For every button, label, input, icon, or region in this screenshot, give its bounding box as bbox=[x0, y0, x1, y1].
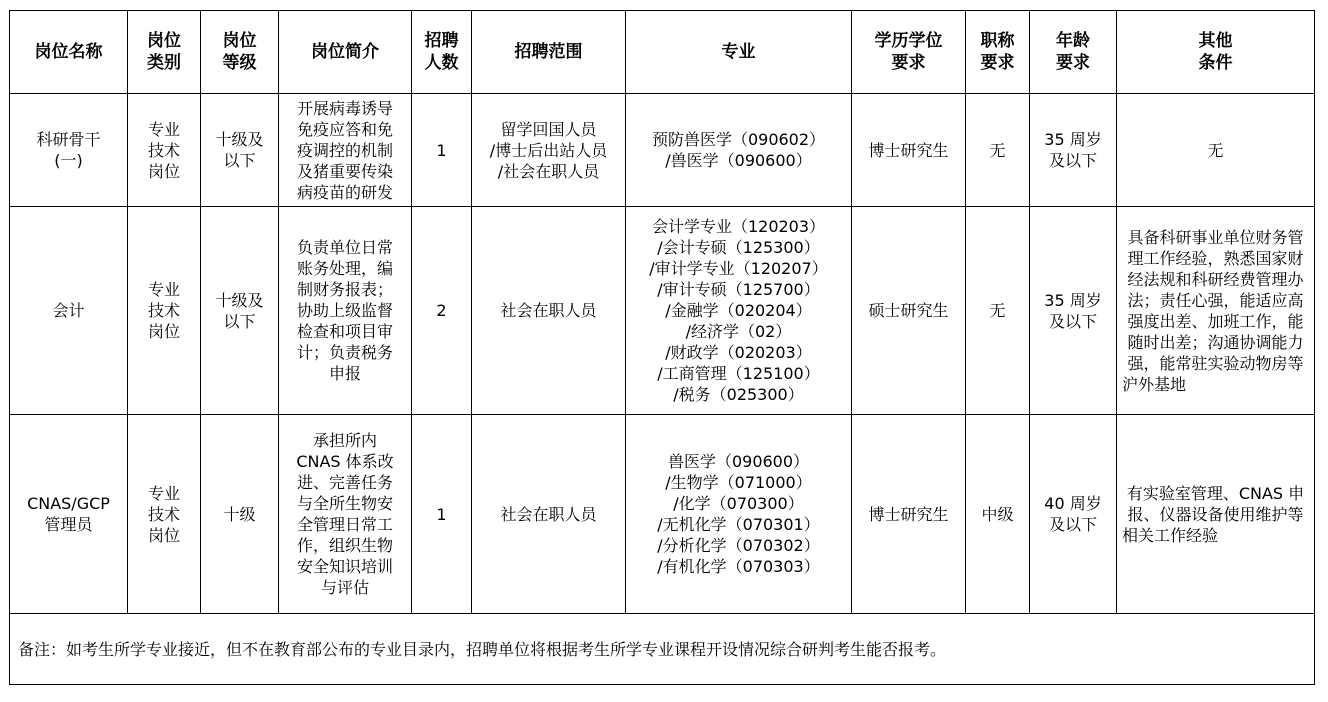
cell-post-intro bbox=[279, 415, 412, 614]
cell-line: 条件 bbox=[1198, 53, 1233, 73]
cell-title: 无 bbox=[966, 94, 1030, 207]
cell-line: 制财务报表； bbox=[296, 280, 393, 299]
cell-post-level bbox=[201, 415, 279, 614]
cell-line: 免疫应答和免 bbox=[296, 119, 393, 139]
cell-line: 技术 bbox=[147, 140, 180, 160]
cell-line: 十级 bbox=[223, 504, 256, 524]
cell-recruit-scope bbox=[472, 94, 626, 207]
recruitment-table bbox=[9, 10, 1315, 685]
cell-line: 专业 bbox=[147, 280, 180, 299]
cell-line: 社会在职人员 bbox=[500, 301, 597, 320]
cell-recruit-scope bbox=[472, 207, 626, 415]
cell-degree: 硕士研究生 bbox=[852, 207, 966, 415]
cell-line: /分析化学（070302） bbox=[657, 536, 820, 555]
cell-age bbox=[1030, 94, 1117, 207]
header-post-level bbox=[201, 11, 279, 94]
cell-recruit-scope bbox=[472, 415, 626, 614]
cell-post-category bbox=[128, 94, 201, 207]
cell-line: 负责单位日常 bbox=[296, 238, 393, 257]
cell-line: 全管理日常工 bbox=[296, 515, 393, 534]
cell-line: /审计学专业（120207） bbox=[649, 259, 828, 278]
cell-line: 管理员 bbox=[44, 515, 93, 534]
cell-line: CNAS/GCP bbox=[27, 494, 110, 513]
cell-line: 人数 bbox=[424, 53, 459, 73]
cell-age bbox=[1030, 415, 1117, 614]
cell-line: 招聘 bbox=[424, 31, 459, 51]
cell-age bbox=[1030, 207, 1117, 415]
cell-post-intro bbox=[279, 207, 412, 415]
cell-line: 40 周岁 bbox=[1044, 494, 1102, 513]
cell-line: 兽医学（090600） bbox=[667, 452, 810, 471]
cell-line: 岗位名称 bbox=[34, 42, 103, 62]
cell-post-name bbox=[10, 94, 128, 207]
cell-line: 检查和项目审 bbox=[296, 322, 393, 341]
cell-line: 岗位 bbox=[147, 31, 181, 51]
cell-post-level bbox=[201, 207, 279, 415]
cell-line: /有机化学（070303） bbox=[657, 557, 820, 576]
cell-line: 以下 bbox=[223, 151, 256, 170]
cell-line: /生物学（071000） bbox=[665, 473, 812, 492]
cell-line: 等级 bbox=[222, 53, 257, 73]
cell-line: /化学（070300） bbox=[673, 494, 804, 513]
cell-line: 35 周岁 bbox=[1044, 290, 1102, 310]
cell-line: 招聘范围 bbox=[514, 42, 583, 62]
cell-line: 协助上级监督 bbox=[296, 301, 393, 320]
cell-line: 疫调控的机制 bbox=[296, 140, 393, 160]
cell-line: /财政学（020203） bbox=[665, 343, 812, 362]
cell-post-name bbox=[10, 415, 128, 614]
cell-line: 预防兽医学（090602） bbox=[651, 130, 826, 149]
cell-other: 具备科研事业单位财务管理工作经验，熟悉国家财经法规和科研经费管理办法；责任心强，能适应高强度出差、加班工作，能随时出差；沟通协调能力强，能常驻实验动物房等沪外基地 bbox=[1117, 207, 1315, 415]
cell-line: 岗位简介 bbox=[311, 42, 379, 62]
cell-line: 科研骨干 bbox=[36, 130, 101, 149]
cell-line: /经济学（02） bbox=[685, 322, 792, 341]
header-post-name bbox=[10, 11, 128, 94]
cell-line: 计；负责税务 bbox=[296, 343, 393, 362]
cell-recruit-count: 1 bbox=[412, 94, 472, 207]
cell-line: 及以下 bbox=[1048, 151, 1097, 170]
cell-post-name bbox=[10, 207, 128, 415]
cell-line: 岗位 bbox=[147, 161, 180, 181]
cell-title: 中级 bbox=[966, 415, 1030, 614]
cell-line: /博士后出站人员 bbox=[489, 140, 608, 160]
cell-line: 专业 bbox=[147, 483, 180, 503]
cell-line: 岗位 bbox=[147, 525, 180, 545]
cell-line: 申报 bbox=[328, 364, 361, 383]
header-post-category bbox=[128, 11, 201, 94]
cell-line: 以下 bbox=[223, 311, 256, 331]
cell-line: 其他 bbox=[1198, 31, 1233, 51]
header-post-intro bbox=[279, 11, 412, 94]
cell-line: /税务（025300） bbox=[673, 385, 804, 404]
cell-line: 安全知识培训 bbox=[296, 557, 393, 576]
cell-line: 岗位 bbox=[222, 31, 257, 51]
cell-line: 进、完善任务 bbox=[296, 473, 393, 492]
header-title bbox=[966, 11, 1030, 94]
cell-line: 技术 bbox=[147, 504, 180, 524]
header-row bbox=[10, 11, 1315, 94]
cell-major bbox=[626, 415, 852, 614]
cell-line: 与全所生物安 bbox=[296, 494, 393, 513]
cell-line: 年龄 bbox=[1056, 31, 1090, 51]
cell-line: /审计专硕（125700） bbox=[657, 280, 820, 299]
cell-line: 及猪重要传染 bbox=[296, 161, 393, 181]
cell-line: CNAS 体系改 bbox=[296, 452, 394, 471]
cell-line: 及以下 bbox=[1048, 515, 1097, 534]
cell-line: 会计学专业（120203） bbox=[651, 217, 826, 236]
cell-other: 有实验室管理、CNAS 申报、仪器设备使用维护等相关工作经验 bbox=[1117, 415, 1315, 614]
table-row bbox=[10, 207, 1315, 415]
cell-line: 技术 bbox=[147, 301, 180, 320]
cell-post-category bbox=[128, 207, 201, 415]
cell-post-intro bbox=[279, 94, 412, 207]
table-row bbox=[10, 415, 1315, 614]
cell-line: 与评估 bbox=[320, 578, 369, 597]
cell-line: 承担所内 bbox=[312, 431, 377, 450]
cell-line: 及以下 bbox=[1048, 311, 1097, 331]
cell-line: 十级及 bbox=[215, 130, 264, 149]
cell-line: /兽医学（090600） bbox=[665, 151, 812, 170]
cell-line: 十级及 bbox=[215, 290, 264, 310]
header-recruit-scope bbox=[472, 11, 626, 94]
cell-line: 病疫苗的研发 bbox=[296, 182, 393, 202]
cell-line: 要求 bbox=[1056, 53, 1090, 73]
cell-post-category bbox=[128, 415, 201, 614]
cell-line: /会计专硕（125300） bbox=[657, 238, 820, 257]
cell-line: 会计 bbox=[52, 301, 85, 320]
cell-recruit-count: 1 bbox=[412, 415, 472, 614]
note-text: 备注：如考生所学专业接近，但不在教育部公布的专业目录内，招聘单位将根据考生所学专业课程开设情况综合研判考生能否报考。 bbox=[10, 614, 1315, 685]
cell-major bbox=[626, 207, 852, 415]
header-age bbox=[1030, 11, 1117, 94]
cell-line: 35 周岁 bbox=[1044, 130, 1102, 149]
header-recruit-count bbox=[412, 11, 472, 94]
header-major bbox=[626, 11, 852, 94]
cell-line: 社会在职人员 bbox=[500, 504, 597, 524]
header-degree bbox=[852, 11, 966, 94]
cell-degree: 博士研究生 bbox=[852, 94, 966, 207]
cell-major bbox=[626, 94, 852, 207]
cell-line: /金融学（020204） bbox=[665, 301, 812, 320]
cell-line: 专业 bbox=[721, 42, 756, 62]
cell-recruit-count: 2 bbox=[412, 207, 472, 415]
cell-degree: 博士研究生 bbox=[852, 415, 966, 614]
note-row bbox=[10, 614, 1315, 685]
cell-line: 要求 bbox=[980, 53, 1015, 73]
header-other bbox=[1117, 11, 1315, 94]
cell-line: 作，组织生物 bbox=[296, 536, 393, 555]
cell-line: 开展病毒诱导 bbox=[296, 98, 393, 118]
cell-line: (一) bbox=[54, 151, 83, 170]
cell-line: 留学回国人员 bbox=[500, 119, 597, 139]
cell-line: 学历学位 bbox=[874, 31, 943, 51]
table-row bbox=[10, 94, 1315, 207]
cell-line: 专业 bbox=[147, 119, 180, 139]
cell-line: 职称 bbox=[980, 31, 1015, 51]
cell-title: 无 bbox=[966, 207, 1030, 415]
cell-line: /社会在职人员 bbox=[497, 161, 600, 181]
cell-line: 岗位 bbox=[147, 322, 180, 341]
cell-line: /工商管理（125100） bbox=[657, 364, 820, 383]
cell-line: 要求 bbox=[891, 53, 926, 73]
cell-line: 类别 bbox=[147, 53, 181, 73]
cell-line: /无机化学（070301） bbox=[657, 515, 820, 534]
cell-line: 账务处理，编 bbox=[296, 259, 393, 278]
cell-post-level bbox=[201, 94, 279, 207]
cell-other: 无 bbox=[1117, 94, 1315, 207]
